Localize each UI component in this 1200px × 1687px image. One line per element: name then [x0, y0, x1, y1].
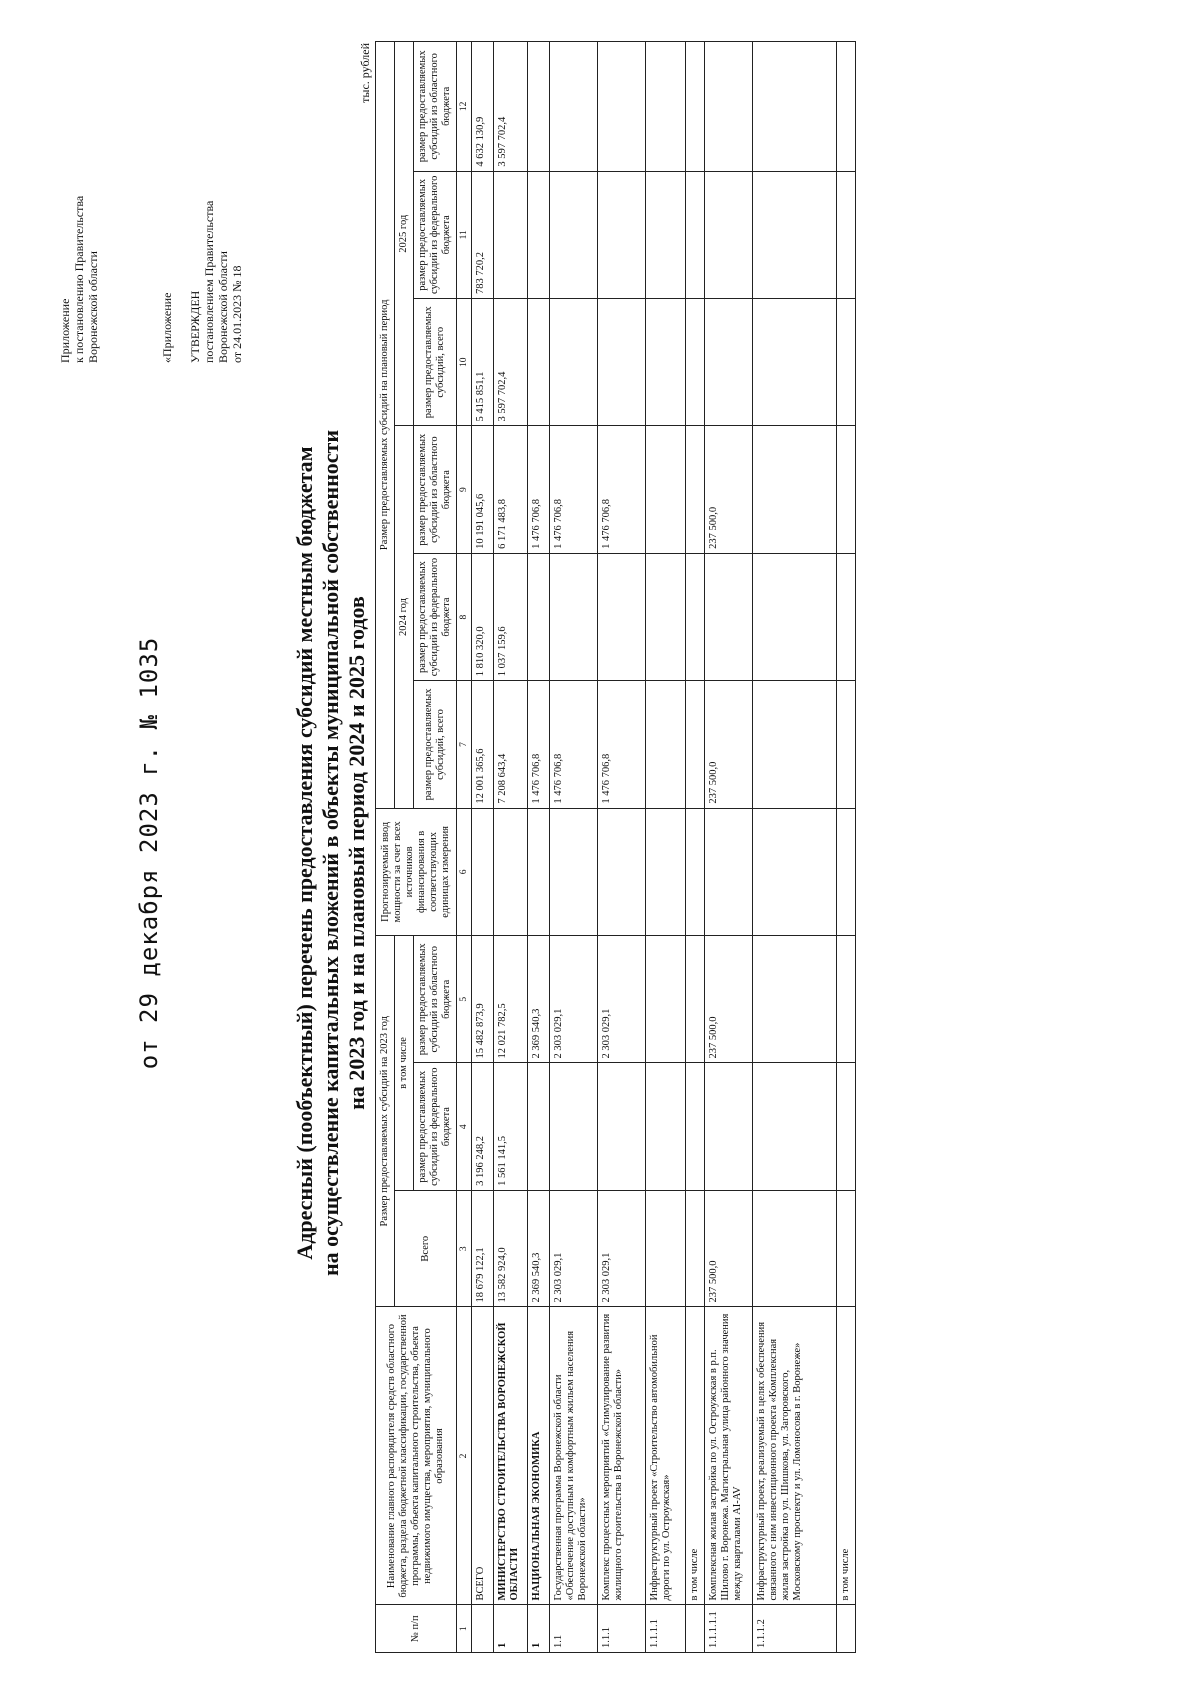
value-cell: [686, 42, 705, 172]
value-cell: [646, 553, 686, 680]
value-cell: 2 303 029,1: [550, 936, 598, 1063]
value-cell: [753, 681, 837, 808]
row-name-cell: Инфраструктурный проект «Строительство автомобильной дороги по ул. Остроужская»: [646, 1307, 686, 1605]
column-number: 1: [457, 1605, 472, 1653]
row-number-cell: 1: [528, 1605, 550, 1653]
row-name-cell: в том числе: [837, 1307, 856, 1605]
row-number-cell: [472, 1605, 494, 1653]
header-year-2025: 2025 год: [395, 42, 414, 426]
header-all-2024: размер предоставляемых субсидий, всего: [414, 681, 457, 808]
value-cell: 1 476 706,8: [528, 426, 550, 553]
row-name-cell: ВСЕГО: [472, 1307, 494, 1605]
value-cell: 1 476 706,8: [550, 681, 598, 808]
value-cell: [550, 42, 598, 172]
table-row: [753, 42, 837, 1653]
value-cell: 237 500,0: [705, 681, 753, 808]
value-cell: [837, 1190, 856, 1307]
column-number: 2: [457, 1307, 472, 1605]
value-cell: [686, 426, 705, 553]
value-cell: [528, 1063, 550, 1190]
row-name-cell: НАЦИОНАЛЬНАЯ ЭКОНОМИКА: [528, 1307, 550, 1605]
value-cell: 1 037 159,6: [494, 553, 528, 680]
appendix-line: Воронежской области: [86, 251, 100, 363]
value-cell: [705, 808, 753, 935]
table-row: [686, 42, 705, 1653]
value-cell: [705, 553, 753, 680]
value-cell: [686, 1190, 705, 1307]
row-name-cell: в том числе: [686, 1307, 705, 1605]
value-cell: [598, 808, 646, 935]
value-cell: [753, 553, 837, 680]
value-cell: 3 597 702,4: [494, 299, 528, 426]
value-cell: [753, 1190, 837, 1307]
value-cell: [550, 1063, 598, 1190]
value-cell: [550, 553, 598, 680]
table-row: [472, 42, 494, 1653]
appendix-line: к постановлению Правительства: [72, 195, 86, 363]
header-num: № п/п: [376, 1605, 457, 1653]
value-cell: [705, 42, 753, 172]
value-cell: [753, 426, 837, 553]
row-number-cell: 1.1.1.1.1: [705, 1605, 753, 1653]
value-cell: [705, 171, 753, 298]
value-cell: 237 500,0: [705, 426, 753, 553]
approved-line: УТВЕРЖДЕН: [188, 290, 202, 363]
value-cell: 2 303 029,1: [550, 1190, 598, 1307]
value-cell: [837, 42, 856, 172]
value-cell: 2 303 029,1: [598, 1190, 646, 1307]
title-line: на осуществление капитальных вложений в объекты муниципальной собственности: [318, 429, 343, 1277]
row-name-cell: Инфраструктурный проект, реализуемый в целях обеспечения связанного с ним инвестиционного проекта «Комплексная жилая застройка по ул. Шишкова, ул. Загоровского, Московскому проспекту и ул. Ломоносова в г. Воронеже»: [753, 1307, 837, 1605]
value-cell: 18 679 122,1: [472, 1190, 494, 1307]
value-cell: 4 632 130,9: [472, 42, 494, 172]
value-cell: [753, 299, 837, 426]
table-body: [472, 42, 856, 1653]
row-number-cell: 1.1.1.1: [646, 1605, 686, 1653]
value-cell: 1 476 706,8: [598, 681, 646, 808]
approved-line: «Приложение: [160, 292, 174, 363]
row-name-cell: Государственная программа Воронежской области «Обеспечение доступным и комфортным жильем населения Воронежской области»: [550, 1307, 598, 1605]
row-number-cell: 1.1: [550, 1605, 598, 1653]
title-line: на 2023 год и на плановый период 2024 и 2025 годов: [344, 596, 369, 1110]
value-cell: [837, 426, 856, 553]
value-cell: [753, 1063, 837, 1190]
value-cell: [686, 936, 705, 1063]
value-cell: [837, 553, 856, 680]
column-number: 4: [457, 1063, 472, 1190]
value-cell: [598, 299, 646, 426]
value-cell: [646, 42, 686, 172]
column-number: 9: [457, 426, 472, 553]
value-cell: 1 476 706,8: [598, 426, 646, 553]
value-cell: 15 482 873,9: [472, 936, 494, 1063]
value-cell: [753, 42, 837, 172]
table-row: [837, 42, 856, 1653]
value-cell: 237 500,0: [705, 1190, 753, 1307]
value-cell: [686, 171, 705, 298]
value-cell: [837, 1063, 856, 1190]
appendix-block: [58, 103, 100, 363]
value-cell: 10 191 045,6: [472, 426, 494, 553]
document-title: [292, 223, 370, 1483]
decree-date-number: от 29 декабря 2023 г. № 1035: [135, 636, 163, 1070]
value-cell: 2 303 029,1: [598, 936, 646, 1063]
header-reg-2023: размер предоставляемых субсидий из областного бюджета: [414, 936, 457, 1063]
value-cell: 7 208 643,4: [494, 681, 528, 808]
value-cell: [753, 808, 837, 935]
value-cell: 783 720,2: [472, 171, 494, 298]
header-plan: Размер предоставляемых субсидий на плановый период: [376, 42, 395, 809]
value-cell: [550, 171, 598, 298]
value-cell: 5 415 851,1: [472, 299, 494, 426]
value-cell: [598, 42, 646, 172]
approved-line: Воронежской области: [216, 251, 230, 363]
row-name-cell: Комплекс процессных мероприятий «Стимулирование развития жилищного строительства в Воронежской области»: [598, 1307, 646, 1605]
header-reg-2025: размер предоставляемых субсидий из областного бюджета: [414, 42, 457, 172]
value-cell: 6 171 483,8: [494, 426, 528, 553]
header-fed-2024: размер предоставляемых субсидий из федерального бюджета: [414, 553, 457, 680]
table-row: [528, 42, 550, 1653]
value-cell: [598, 1063, 646, 1190]
approved-block: [160, 103, 244, 363]
column-number: 7: [457, 681, 472, 808]
value-cell: 1 810 320,0: [472, 553, 494, 680]
header-all-2025: размер предоставляемых субсидий, всего: [414, 299, 457, 426]
value-cell: 1 476 706,8: [550, 426, 598, 553]
value-cell: [837, 681, 856, 808]
value-cell: 12 001 365,6: [472, 681, 494, 808]
row-name-cell: МИНИСТЕРСТВО СТРОИТЕЛЬСТВА ВОРОНЕЖСКОЙ ОБЛАСТИ: [494, 1307, 528, 1605]
column-number: 11: [457, 171, 472, 298]
value-cell: 2 369 540,3: [528, 1190, 550, 1307]
header-fed-2023: размер предоставляемых субсидий из федерального бюджета: [414, 1063, 457, 1190]
approved-line: постановлением Правительства: [202, 200, 216, 363]
row-number-cell: [837, 1605, 856, 1653]
column-number: 6: [457, 808, 472, 935]
title-line: Адресный (пообъектный) перечень предоставления субсидий местным бюджетам: [292, 446, 317, 1260]
value-cell: [686, 1063, 705, 1190]
header-incl-2023: в том числе: [395, 936, 414, 1191]
value-cell: [753, 936, 837, 1063]
value-cell: 237 500,0: [705, 936, 753, 1063]
value-cell: [528, 808, 550, 935]
value-cell: [550, 299, 598, 426]
header-sub2023: Размер предоставляемых субсидий на 2023 год: [376, 936, 395, 1307]
value-cell: [686, 681, 705, 808]
value-cell: [837, 299, 856, 426]
value-cell: [598, 553, 646, 680]
value-cell: [646, 1063, 686, 1190]
value-cell: 3 196 248,2: [472, 1063, 494, 1190]
value-cell: [528, 171, 550, 298]
value-cell: [550, 808, 598, 935]
value-cell: [494, 808, 528, 935]
value-cell: [646, 681, 686, 808]
value-cell: [472, 808, 494, 935]
value-cell: [646, 171, 686, 298]
value-cell: 2 369 540,3: [528, 936, 550, 1063]
value-cell: [646, 1190, 686, 1307]
row-number-cell: 1.1.1.2: [753, 1605, 837, 1653]
value-cell: [598, 171, 646, 298]
column-number: 10: [457, 299, 472, 426]
value-cell: [686, 808, 705, 935]
row-number-cell: 1: [494, 1605, 528, 1653]
column-number: 12: [457, 42, 472, 172]
row-number-cell: [686, 1605, 705, 1653]
value-cell: 13 582 924,0: [494, 1190, 528, 1307]
value-cell: [837, 171, 856, 298]
value-cell: [753, 171, 837, 298]
header-name: Наименование главного распорядителя средств областного бюджета, раздела бюджетной классификации, государственной программы, объекта капитального строительства, объекта недвижимого имущества, мероприятия, муниципального образования: [376, 1307, 457, 1605]
header-fed-2025: размер предоставляемых субсидий из федерального бюджета: [414, 171, 457, 298]
header-reg-2024: размер предоставляемых субсидий из областного бюджета: [414, 426, 457, 553]
value-cell: 3 597 702,4: [494, 42, 528, 172]
value-cell: [705, 299, 753, 426]
header-capacity: Прогнозируемый ввод мощности за счет всех источников финансирования в соответствующих единицах измерения: [376, 808, 457, 935]
value-cell: 1 476 706,8: [528, 681, 550, 808]
value-cell: [494, 171, 528, 298]
table-row: [494, 42, 528, 1653]
column-number-row: [457, 42, 472, 1653]
appendix-line: Приложение: [58, 298, 72, 363]
value-cell: [646, 299, 686, 426]
value-cell: 12 021 782,5: [494, 936, 528, 1063]
value-cell: [686, 553, 705, 680]
document-sheet: [10, 13, 1190, 1673]
table-row: [550, 42, 598, 1653]
value-cell: [646, 808, 686, 935]
table-row: [598, 42, 646, 1653]
value-cell: [837, 936, 856, 1063]
value-cell: [528, 42, 550, 172]
value-cell: [528, 299, 550, 426]
header-year-2024: 2024 год: [395, 426, 414, 808]
value-cell: [837, 808, 856, 935]
value-cell: [646, 426, 686, 553]
column-number: 3: [457, 1190, 472, 1307]
approved-line: от 24.01.2023 № 18: [230, 265, 244, 363]
subsidy-table: [375, 41, 856, 1653]
header-total-2023: Всего: [395, 1190, 457, 1307]
table-row: [705, 42, 753, 1653]
value-cell: [528, 553, 550, 680]
column-number: 5: [457, 936, 472, 1063]
table-row: [646, 42, 686, 1653]
value-cell: [686, 299, 705, 426]
value-cell: 1 561 141,5: [494, 1063, 528, 1190]
units-label: тыс. рублей: [358, 43, 372, 103]
value-cell: [705, 1063, 753, 1190]
row-name-cell: Комплексная жилая застройка по ул. Остроужская в р.п. Шилово г. Воронежа. Магистральная улица районного значения между кварталами AI-AV: [705, 1307, 753, 1605]
row-number-cell: 1.1.1: [598, 1605, 646, 1653]
value-cell: [646, 936, 686, 1063]
column-number: 8: [457, 553, 472, 680]
